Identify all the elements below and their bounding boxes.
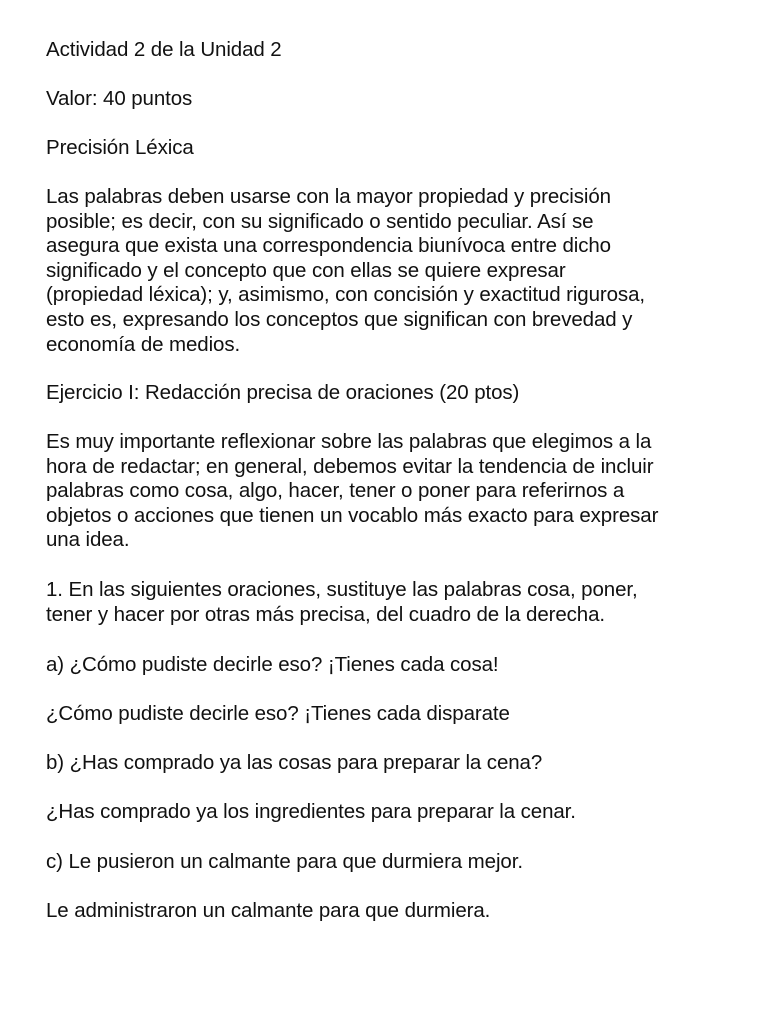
instruction-paragraph bbox=[46, 578, 638, 627]
intro-line: economía de medios. bbox=[46, 332, 241, 356]
exercise-intro-line: objetos o acciones que tienen un vocablo más exacto para expresar bbox=[46, 503, 659, 527]
intro-paragraph bbox=[46, 185, 645, 357]
item-b-answer: ¿Has comprado ya los ingredientes para preparar la cenar. bbox=[46, 800, 576, 823]
intro-line: esto es, expresando los conceptos que significan con brevedad y bbox=[46, 307, 633, 331]
intro-line: Las palabras deben usarse con la mayor propiedad y precisión bbox=[46, 185, 611, 208]
intro-line: (propiedad léxica); y, asimismo, con concisión y exactitud rigurosa, bbox=[46, 283, 645, 307]
document-title: Actividad 2 de la Unidad 2 bbox=[46, 38, 282, 61]
item-a-answer: ¿Cómo pudiste decirle eso? ¡Tienes cada disparate bbox=[46, 702, 510, 725]
item-c-answer: Le administraron un calmante para que durmiera. bbox=[46, 899, 491, 922]
instruction-line: 1. En las siguientes oraciones, sustituye las palabras cosa, poner, bbox=[46, 578, 638, 601]
intro-line: posible; es decir, con su significado o sentido peculiar. Así se bbox=[46, 209, 594, 233]
instruction-line: tener y hacer por otras más precisa, del cuadro de la derecha. bbox=[46, 602, 605, 626]
exercise-intro-line: hora de redactar; en general, debemos evitar la tendencia de incluir bbox=[46, 454, 654, 478]
value-line: Valor: 40 puntos bbox=[46, 87, 193, 110]
exercise-intro-line: una idea. bbox=[46, 528, 130, 552]
item-a-original: a) ¿Cómo pudiste decirle eso? ¡Tienes cada cosa! bbox=[46, 653, 499, 676]
intro-line: significado y el concepto que con ellas se quiere expresar bbox=[46, 258, 566, 282]
item-b-original: b) ¿Has comprado ya las cosas para preparar la cena? bbox=[46, 751, 543, 774]
item-c-original: c) Le pusieron un calmante para que durmiera mejor. bbox=[46, 850, 523, 873]
exercise-heading: Ejercicio I: Redacción precisa de oraciones (20 ptos) bbox=[46, 381, 520, 404]
intro-line: asegura que exista una correspondencia biunívoca entre dicho bbox=[46, 234, 611, 258]
section-heading: Precisión Léxica bbox=[46, 136, 194, 159]
exercise-intro-line: Es muy importante reflexionar sobre las palabras que elegimos a la bbox=[46, 430, 652, 453]
exercise-intro-paragraph bbox=[46, 430, 658, 553]
exercise-intro-line: palabras como cosa, algo, hacer, tener o poner para referirnos a bbox=[46, 479, 625, 503]
